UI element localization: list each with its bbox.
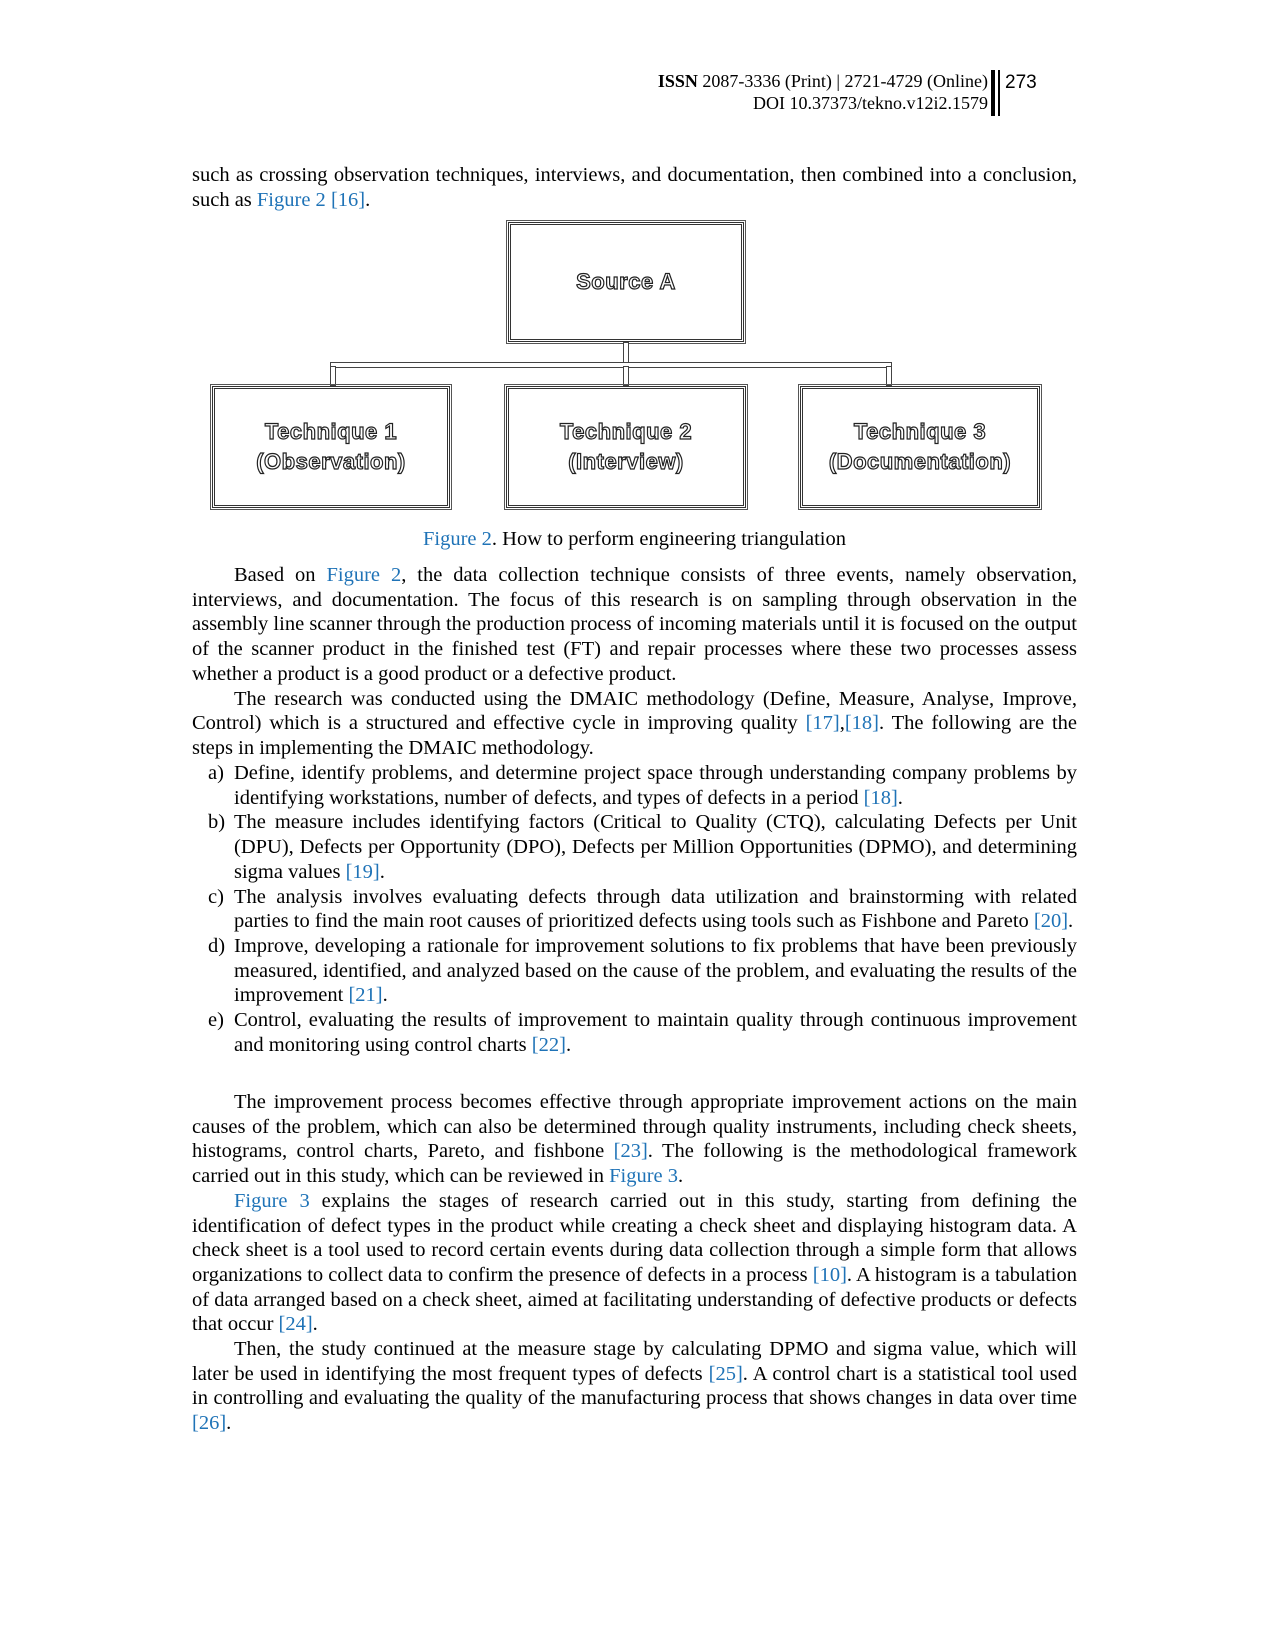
ref-17-link[interactable]: [17] <box>805 712 840 735</box>
p2-text-b: . The following are the steps in implementing the DMAIC methodology. <box>192 712 1077 759</box>
body-section-2 <box>192 1090 1077 1436</box>
list-end: . <box>565 1033 572 1056</box>
p5-end: . <box>226 1412 232 1435</box>
technique-3-box <box>800 386 1040 508</box>
p4-text-a: explains the stages of research carried out in this study, starting from defining the identification of defect types in the product while creating a check sheet and displaying histogram data. A check sheet is a tool used to record certain events during data collection through a simple form that allows organizations to collect data to confirm the presence of defects in a process <box>192 1189 1077 1286</box>
p3-figure-3-link[interactable]: Figure 3 <box>609 1165 678 1188</box>
technique-1-subtitle: (Observation) <box>256 449 406 474</box>
intro-end: . <box>365 188 371 211</box>
ref-24-link[interactable]: [24] <box>278 1313 313 1336</box>
paragraph-1 <box>192 563 1077 687</box>
connector-right <box>886 366 892 386</box>
list-text: Define, identify problems, and determine project space through understanding company problems by identifying workstations, number of defects, and types of defects in a period <box>234 762 1077 809</box>
intro-text: such as crossing observation techniques, interviews, and documentation, then combined into a conclusion, such as <box>192 164 1077 211</box>
list-item <box>192 810 1077 884</box>
list-text: Control, evaluating the results of improvement to maintain quality through continuous improvement and monitoring using control charts <box>234 1009 1077 1056</box>
p3-text-b: . The following is the methodological framework carried out in this study, which can be reviewed in <box>192 1140 1077 1188</box>
paragraph-2 <box>192 687 1077 761</box>
p2-text-a: The research was conducted using the DMAIC methodology (Define, Measure, Analyse, Improve, Control) which is a structured and effective cycle in improving quality <box>192 687 1077 735</box>
connector-horizontal <box>330 362 892 368</box>
technique-2-title: Technique 2 <box>559 419 693 444</box>
p4-figure-3-link[interactable]: Figure 3 <box>234 1189 310 1212</box>
technique-3-title: Technique 3 <box>853 419 987 444</box>
header-divider <box>991 70 1000 116</box>
issn-label: ISSN <box>657 71 698 91</box>
technique-1-title: Technique 1 <box>264 419 398 444</box>
list-item <box>192 761 1077 810</box>
figure-caption <box>192 528 1077 551</box>
intro-paragraph <box>192 163 1077 212</box>
list-marker: a) <box>208 762 224 784</box>
page-header <box>560 70 988 114</box>
ref-18-link[interactable]: [18] <box>844 712 880 735</box>
list-ref-link[interactable]: [21] <box>348 984 383 1007</box>
p1-text-a: Based on <box>234 564 327 586</box>
p3-end: . <box>678 1165 684 1188</box>
technique-1-box <box>212 386 450 508</box>
paragraph-5 <box>192 1337 1077 1436</box>
caption-figure-label[interactable]: Figure 2 <box>422 528 492 550</box>
p5-text-a: Then, the study continued at the measure stage by calculating DPMO and sigma value, which will later be used in identifying the most frequent types of defects <box>192 1338 1077 1385</box>
list-ref-link[interactable]: [18] <box>863 786 898 809</box>
issn-numbers: 2087-3336 (Print) | 2721-4729 (Online) <box>697 71 988 91</box>
ref-26-link[interactable]: [26] <box>192 1412 227 1435</box>
source-label: Source A <box>576 269 676 294</box>
ref-10-link[interactable]: [10] <box>812 1263 847 1286</box>
p1-text-b: , the data collection technique consists of three events, namely observation, interviews, and documentation. The focus of this research is on sampling through observation in the assembly line scanner through the production process of incoming materials until it is focused on the output of the scanner product in the finished test (FT) and repair processes where these two processes assess whether a product is a good product or a defective product. <box>192 564 1077 685</box>
list-marker: d) <box>208 934 226 957</box>
list-marker: b) <box>208 811 226 834</box>
source-box <box>508 222 744 342</box>
list-item <box>192 934 1077 1008</box>
p2-comma: , <box>839 712 845 735</box>
list-marker: c) <box>208 885 224 908</box>
caption-text: . How to perform engineering triangulation <box>491 528 846 550</box>
figure-2-link[interactable]: Figure 2 <box>256 188 326 211</box>
connector-middle <box>623 366 629 386</box>
list-text: The measure includes identifying factors (Critical to Quality (CTQ), calculating Defects per Unit (DPU), Defects per Opportunity (DPO), Defects per Million Opportunities (DPMO), and determining sigma values <box>234 811 1077 883</box>
list-text: The analysis involves evaluating defects through data utilization and brainstorming with related parties to find the main root causes of prioritized defects using tools such as Fishbone and Pareto <box>234 885 1077 933</box>
paragraph-3 <box>192 1090 1077 1189</box>
list-end: . <box>897 786 903 809</box>
triangulation-diagram <box>210 222 1060 522</box>
technique-2-box <box>506 386 746 508</box>
paragraph-4 <box>192 1189 1077 1337</box>
p4-text-b: . A histogram is a tabulation of data arranged based on a check sheet, aimed at facilitating understanding of defective products or defects that occur <box>192 1263 1077 1336</box>
connector-left <box>330 366 336 386</box>
list-ref-link[interactable]: [19] <box>345 860 380 883</box>
p1-figure-2-link[interactable]: Figure 2 <box>326 564 402 586</box>
ref-25-link[interactable]: [25] <box>708 1362 743 1385</box>
list-item <box>192 1008 1077 1057</box>
list-text: Improve, developing a rationale for improvement solutions to fix problems that have been previously measured, identified, and analyzed based on the cause of the problem, and evaluating the results of the improvement <box>234 934 1077 1007</box>
list-marker: e) <box>208 1009 224 1032</box>
page-number: 273 <box>1005 72 1037 93</box>
list-end: . <box>382 984 388 1007</box>
issn-line <box>560 70 988 92</box>
list-end: . <box>379 860 385 883</box>
ref-23-link[interactable]: [23] <box>613 1140 648 1163</box>
dmaic-steps-list <box>192 761 1077 1057</box>
connector-vertical-top <box>623 342 629 364</box>
doi-line: DOI 10.37373/tekno.v12i2.1579 <box>753 93 988 113</box>
list-item <box>192 885 1077 934</box>
p3-text-a: The improvement process becomes effective through appropriate improvement actions on the main causes of the problem, which can also be determined through quality instruments, including check sheets, histograms, control charts, Pareto, and fishbone <box>192 1091 1077 1163</box>
list-ref-link[interactable]: [20] <box>1033 910 1069 933</box>
list-ref-link[interactable]: [22] <box>531 1033 566 1056</box>
list-end: . <box>1068 910 1074 933</box>
p4-end: . <box>312 1313 318 1336</box>
body-section-1 <box>192 563 1077 761</box>
technique-3-subtitle: (Documentation) <box>828 449 1012 474</box>
p5-text-b: . A control chart is a statistical tool used in controlling and evaluating the quality of the manufacturing process that shows changes in data over time <box>192 1362 1077 1410</box>
technique-2-subtitle: (Interview) <box>568 449 684 474</box>
ref-16-link[interactable]: [16] <box>330 188 366 211</box>
